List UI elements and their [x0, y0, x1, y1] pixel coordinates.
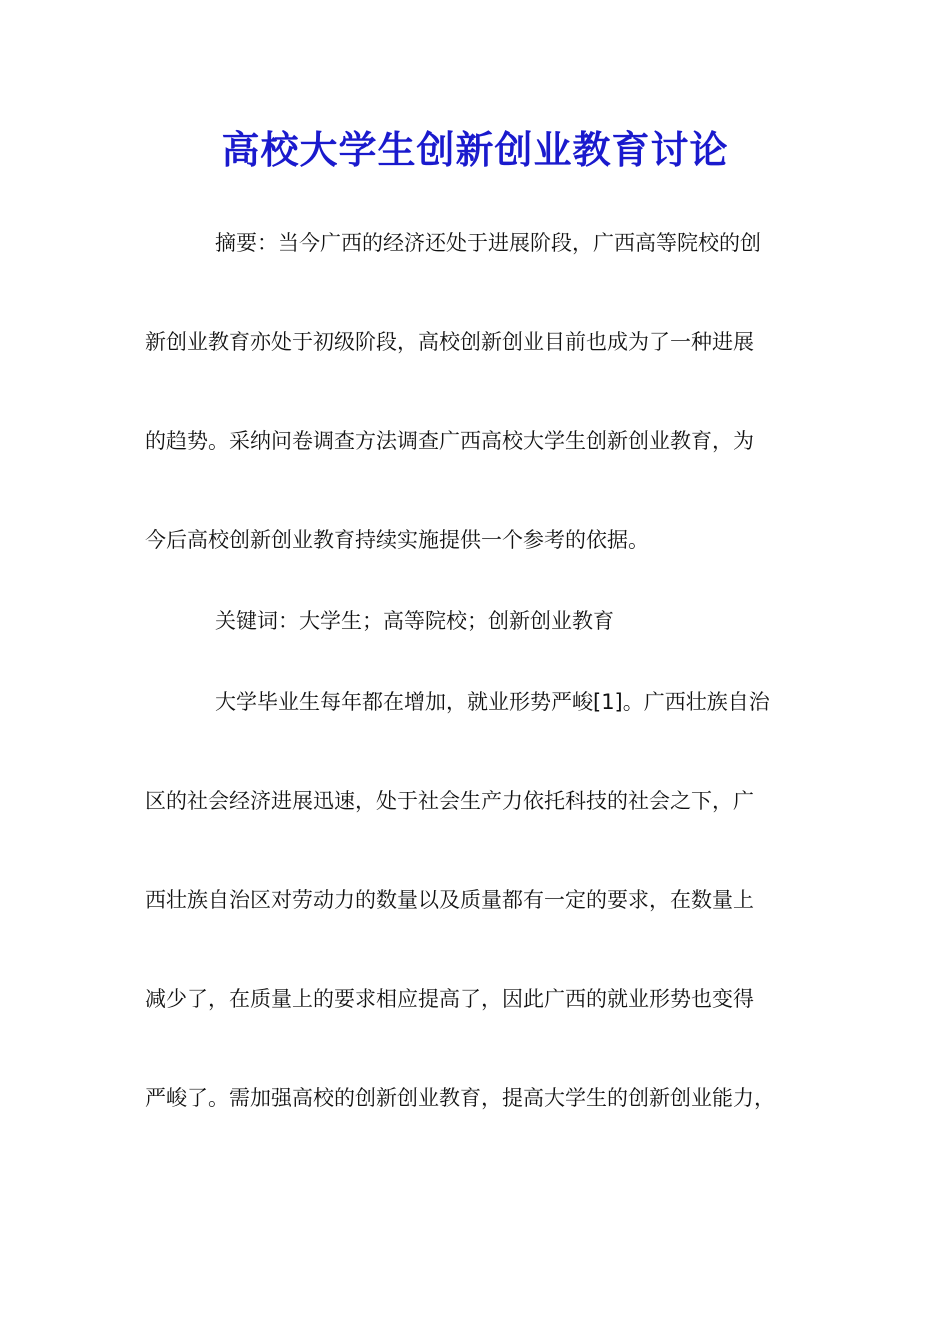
keywords-line: 关键词：大学生；高等院校；创新创业教育 — [215, 609, 614, 633]
document-title: 高校大学生创新创业教育讨论 — [221, 127, 729, 172]
abstract-line-1: 摘要：当今广西的经济还处于进展阶段，广西高等院校的创 — [215, 231, 761, 255]
abstract-line-2: 新创业教育亦处于初级阶段，高校创新创业目前也成为了一种进展 — [145, 330, 754, 354]
body-line-4: 减少了，在质量上的要求相应提高了，因此广西的就业形势也变得 — [145, 987, 754, 1011]
body-line-2: 区的社会经济进展迅速，处于社会生产力依托科技的社会之下，广 — [145, 789, 754, 813]
abstract-line-4: 今后高校创新创业教育持续实施提供一个参考的依据。 — [145, 528, 649, 552]
body-line-3: 西壮族自治区对劳动力的数量以及质量都有一定的要求，在数量上 — [145, 888, 754, 912]
body-line-5: 严峻了。需加强高校的创新创业教育，提高大学生的创新创业能力， — [145, 1086, 775, 1110]
body-line-1: 大学毕业生每年都在增加，就业形势严峻[1]。广西壮族自治 — [215, 690, 770, 714]
abstract-line-3: 的趋势。采纳问卷调查方法调查广西高校大学生创新创业教育，为 — [145, 429, 754, 453]
